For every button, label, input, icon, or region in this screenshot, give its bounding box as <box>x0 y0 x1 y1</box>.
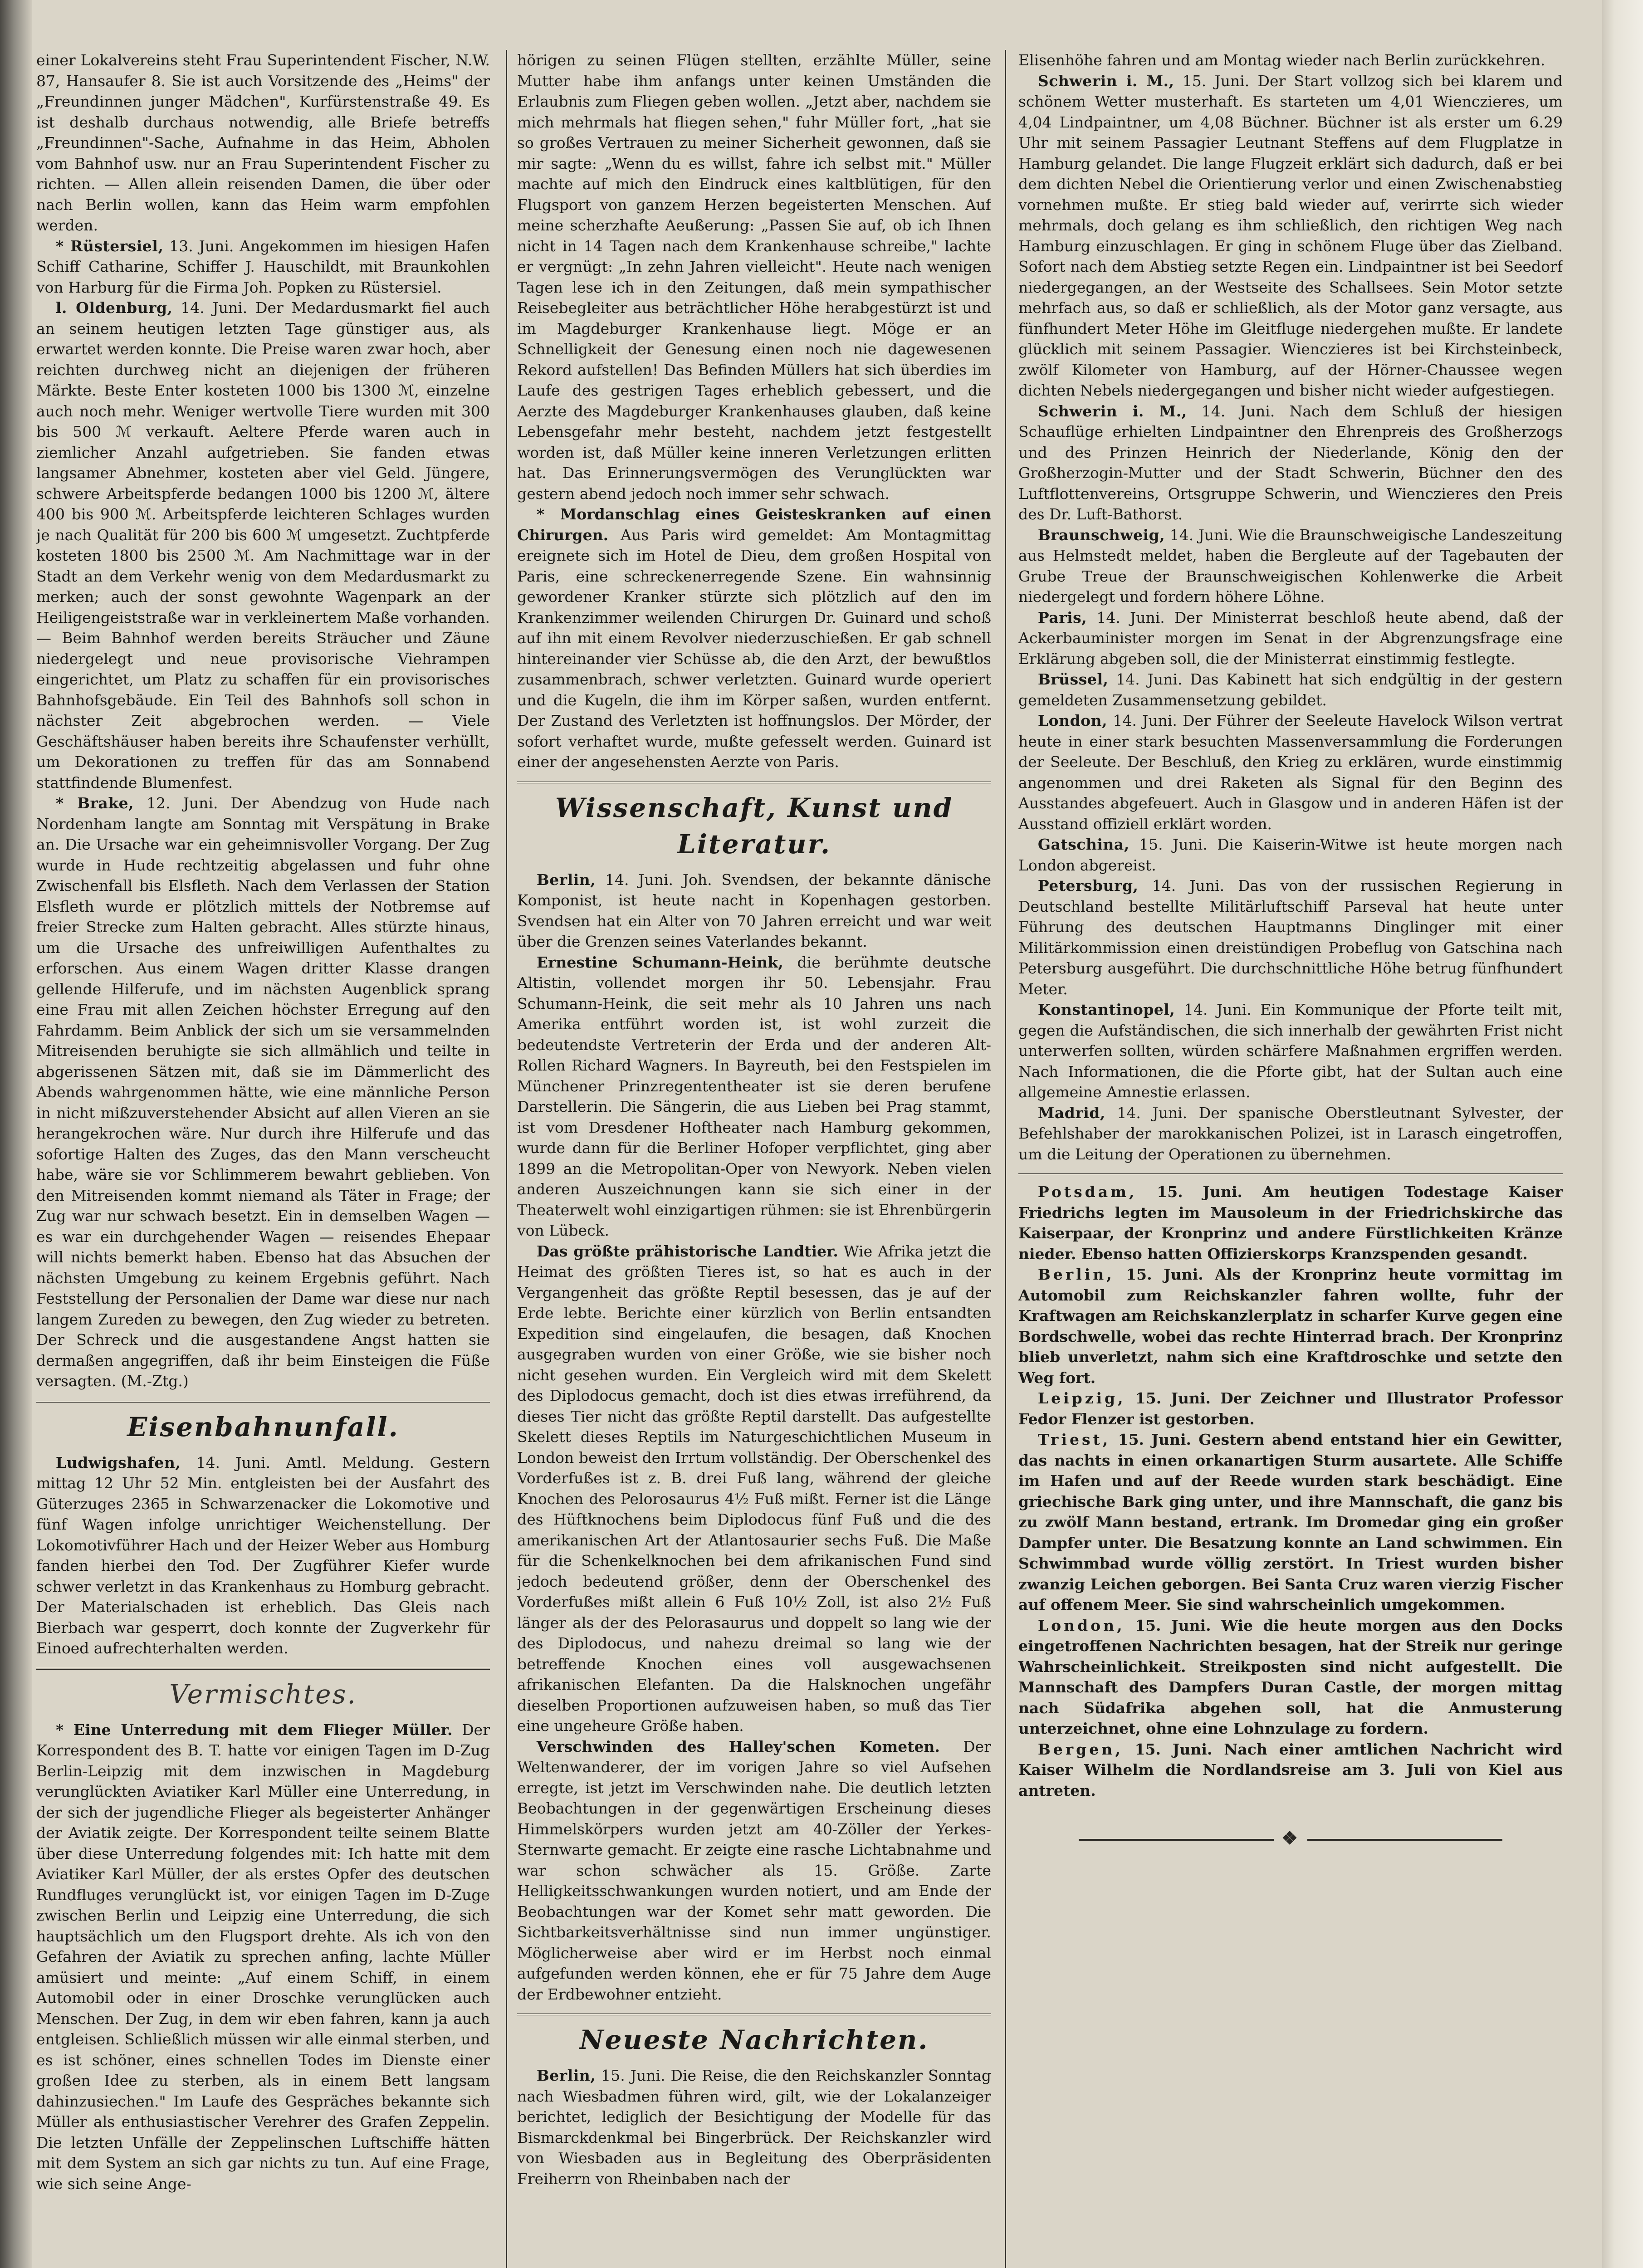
dateline: Berlin, <box>536 2067 596 2084</box>
item-headline: Ernestine Schumann-Heink, <box>536 953 783 971</box>
column-rule <box>1005 50 1006 2268</box>
item-headline: Verschwinden des Halley'schen Kometen. <box>536 1737 940 1755</box>
news-item: Berlin, 14. Juni. Joh. Svendsen, der bekannte dänische Komponist, ist heute nacht in Kopenhagen gestorben. Svendsen hat ein Alter von 70 Jahren erreicht und war weit über die Grenzen seines Vaterlandes bekannt. <box>517 870 991 950</box>
dateline: London, <box>1037 712 1108 729</box>
dateline: Gatschina, <box>1037 836 1130 853</box>
dateline: London, <box>1037 1616 1125 1634</box>
dateline: l. Oldenburg, <box>55 299 173 317</box>
dateline: Triest, <box>1037 1431 1111 1448</box>
news-item: Das größte prähistorische Landtier. Wie Afrika jetzt die Heimat des größten Tieres ist, so hat es auch in der Vergangenheit das größte Reptil besessen, das je auf der Erde lebte. Berichte einer kürzlich von Berlin entsandten Expedition sind eingelaufen, die besagen, daß Knochen ausgegraben wurden von einer Größe, wie sie bisher noch nicht gesehen wurden. Ein Vergleich wird mit dem Skelett des Diplodocus gemacht, doch ist dies etwas irreführend, da dieses Tier nicht das größte Reptil darstellt. Das aufgestellte Skelett dieses Reptils im Naturgeschichtlichen Museum in London beweist den Irrtum vollständig. Der Oberschenkel des Vorderfußes ist z. B. drei Fuß lang, während der gleiche Knochen des Pelorosaurus 4½ Fuß mißt. Ferner ist die Länge des Hüftknochens beim Diplodocus fünf Fuß und die des amerikanischen Art der Atlantosaurier sechs Fuß. Die Maße für die Schenkelknochen bei dem afrikanischen Fund sind jedoch bedeutend größer, denn der Oberschenkel des Vorderfußes mißt allein 6 Fuß 10½ Zoll, ist also 2½ Fuß länger als der des Pelorasaurus und doppelt so lang wie der des Diplodocus, und nahezu dreimal so lang wie der betreffende Knochen eines voll ausgewachsenen afrikanischen Elefanten. Da die Halsknochen ungefähr dieselben Proportionen aufzuweisen haben, so muß das Tier eine ungeheure Größe haben. <box>517 1242 991 1735</box>
column-right <box>1018 50 1563 2268</box>
dateline: Leipzig, <box>1037 1389 1126 1407</box>
newspaper-page <box>36 50 1588 2268</box>
dateline: Paris, <box>1037 608 1087 626</box>
news-item: Brüssel, 14. Juni. Das Kabinett hat sich endgültig in der gestern gemeldeten Zusammensetzung gebildet. <box>1018 670 1563 709</box>
news-item: * Eine Unterredung mit dem Flieger Müller. Der Korrespondent des B. T. hatte vor einigen Tagen im D-Zug Berlin-Leipzig mit dem inzwischen in Magdeburg verunglückten Aviatiker Karl Müller eine Unterredung, in der sich der jugendliche Flieger als begeisterter Anhänger der Aviatik zeigte. Der Korrespondent teilte seinem Blatte über diese Unterredung folgendes mit: Ich hatte mit dem Aviatiker Karl Müller, der als erstes Opfer des deutschen Rundfluges verunglückt ist, vor einigen Tagen im D-Zuge zwischen Berlin und Leipzig eine Unterredung, die sich hauptsächlich um den Flugsport drehte. Als ich von den Gefahren der Aviatik zu sprechen anfing, lachte Müller amüsiert und meinte: „Auf einem Schiff, in einem Automobil oder in einer Droschke verunglücken auch Menschen. Der Zug, in dem wir eben fahren, kann ja auch entgleisen. Schließlich müssen wir alle einmal sterben, und es ist schöner, eines schnellen Todes im Dienste einer großen Idee zu sterben, als in einem Bett langsam dahinzusiechen." Im Laufe des Gespräches bekannte sich Müller als enthusiastischer Verehrer des Grafen Zeppelin. Die letzten Unfälle der Zeppelinschen Luftschiffe hätten mit dem System an sich gar nichts zu tun. Auf eine Frage, wie sich seine Ange- <box>36 1721 490 2193</box>
dateline: Madrid, <box>1037 1104 1105 1122</box>
latest-news-item: Leipzig, 15. Juni. Der Zeichner und Illustrator Professor Fedor Flenzer ist gestorben. <box>1018 1389 1563 1428</box>
section-divider <box>517 2014 991 2015</box>
section-title-neueste-nachrichten: Neueste Nachrichten. <box>579 2024 929 2055</box>
news-item: Schwerin i. M., 15. Juni. Der Start vollzog sich bei klarem und schönem Wetter musterhaft. Es starteten um 4,01 Wienczieres, um 4,04 Lindpaintner, um 4,08 Büchner. Büchner ist als erster um 6.29 Uhr mit seinem Passagier Leutnant Steffens auf dem Flugplatze in Hamburg gelandet. Die lange Flugzeit erklärt sich dadurch, daß er bei dem dichten Nebel die Orientierung verlor und einen Zwischenabstieg vornehmen mußte. Er stieg bald wieder auf, verirrte sich wieder mehrmals, doch gelang es ihm schließlich, den richtigen Weg nach Hamburg einzuschlagen. Er ging in schönem Fluge über das Zielband. Sofort nach dem Abstieg setzte Regen ein. Lindpaintner ist bei Seedorf niedergegangen, an der Westseite des Schallsees. Sein Motor setzte mehrfach aus, so daß er schließlich, als der Motor ganz versagte, aus fünfhundert Meter Höhe im Gleitfluge niedergehen mußte. Er landete glücklich mit seinem Passagier. Wienczieres ist bei Kirchsteinbeck, zwölf Kilometer von Hamburg, auf der Hörner-Chaussee wegen dichten Nebels niedergegangen und bisher nicht wieder aufgestiegen. <box>1018 72 1563 399</box>
section-title-wissenschaft: Wissenschaft, Kunst und Literatur. <box>555 792 954 860</box>
news-item: Schwerin i. M., 14. Juni. Nach dem Schluß der hiesigen Schauflüge erhielten Lindpaintner den Ehrenpreis des Großherzogs und des Prinzen Heinrich der Niederlande, König den der Großherzogin-Mutter und der Stadt Schwerin, Büchner den des Luftflottenvereins, Ortsgruppe Schwerin, und Wienczieres den Preis des Dr. Luft-Bathorst. <box>1018 402 1563 523</box>
latest-news-item: Bergen, 15. Juni. Nach einer amtlichen Nachricht wird Kaiser Wilhelm die Nordlandsreise am 3. Juli von Kiel aus antreten. <box>1018 1740 1563 1799</box>
ornament-icon: ❖ <box>1281 1828 1300 1849</box>
dateline: * Rüstersiel, <box>55 237 164 255</box>
section-divider <box>36 1668 490 1670</box>
column-left <box>36 50 490 2268</box>
page-edge <box>1602 0 1643 2268</box>
dateline: * Brake, <box>55 794 134 812</box>
section-title-vermischtes: Vermischtes. <box>169 1678 357 1710</box>
news-item: Verschwinden des Halley'schen Kometen. Der Weltenwanderer, der im vorigen Jahre so viel Aufsehen erregte, ist jetzt im Verschwinden nahe. Die deutlich letzten Beobachtungen in der gegenwärtigen Erscheinung dieses Himmelskörpers wurden jetzt am 40-Zöller der Yerkes-Sternwarte gemacht. Er zeigte eine rasche Lichtabnahme und war schon schwächer als 15. Größe. Zarte Helligkeitsschwankungen wurden notiert, und am Ende der Beobachtungen war der Komet sehr matt geworden. Die Sichtbarkeitsverhältnisse sind nun immer ungünstiger. Möglicherweise aber wird er im Herbst noch einmal aufgefunden werden können, ehe er für 75 Jahre dem Auge der Erdbewohner entzieht. <box>517 1737 991 2003</box>
news-item: Ludwigshafen, 14. Juni. Amtl. Meldung. Gestern mittag 12 Uhr 52 Min. entgleisten bei der Ausfahrt des Güterzuges 2365 in Schwarzenacker die Lokomotive und fünf Wagen infolge unrichtiger Weichenstellung. Der Lokomotivführer Hach und der Heizer Weber aus Homburg fanden hierbei den Tod. Der Zugführer Kiefer wurde schwer verletzt in das Krankenhaus zu Homburg gebracht. Der Materialschaden ist erheblich. Das Gleis nach Bierbach war gesperrt, doch konnte der Zugverkehr für Einoed aufrechterhalten werden. <box>36 1453 490 1657</box>
news-item: Gatschina, 15. Juni. Die Kaiserin-Witwe ist heute morgen nach London abgereist. <box>1018 836 1563 874</box>
latest-news-item: Berlin, 15. Juni. Als der Kronprinz heute vormittag im Automobil zum Reichskanzler fahren wollte, fuhr der Kraftwagen am Reichskanzlerplatz in scharfer Kurve gegen eine Bordschwelle, wobei das rechte Hinterrad brach. Der Kronprinz blieb unverletzt, nahm sich eine Kraftdroschke und setzte den Weg fort. <box>1018 1266 1563 1387</box>
article-paragraph: Elisenhöhe fahren und am Montag wieder nach Berlin zurückkehren. <box>1018 51 1545 69</box>
dateline: Berlin, <box>1037 1266 1115 1283</box>
dateline: Petersburg, <box>1037 877 1139 894</box>
item-headline: * Eine Unterredung mit dem Flieger Müller. <box>55 1721 453 1739</box>
news-item: Petersburg, 14. Juni. Das von der russischen Regierung in Deutschland bestellte Militärluftschiff Parseval hat heute unter Führung des deutschen Hauptmanns Dinglinger mit einer Militärkommission einen dreistündigen Probeflug von Gatschina nach Petersburg ausgeführt. Die durchschnittliche Höhe betrug fünfhundert Meter. <box>1018 877 1563 998</box>
news-item: l. Oldenburg, 14. Juni. Der Medardusmarkt fiel auch an seinem heutigen letzten Tage günstiger aus, als erwartet werden konnte. Die Preise waren zwar hoch, aber reichten durchweg nicht an diejenigen der früheren Märkte. Beste Enter kosteten 1000 bis 1300 ℳ, einzelne auch noch mehr. Weniger wertvolle Tiere wurden mit 300 bis 500 ℳ verkauft. Aeltere Pferde waren auch in ziemlicher Anzahl aufgetrieben. Sie fanden etwas langsamer Abnehmer, kosteten aber viel Geld. Jüngere, schwere Arbeitspferde bedangen 1000 bis 1200 ℳ, ältere 400 bis 900 ℳ. Arbeitspferde leichteren Schlages wurden je nach Qualität für 200 bis 600 ℳ umgesetzt. Zuchtpferde kosteten 1800 bis 2500 ℳ. Am Nachmittage war in der Stadt an dem Verkehr wenig von dem Medardusmarkt zu merken; auch der sonst gewohnte Wagenpark an der Heiligengeiststraße war in verkleinertem Maße vorhanden. — Beim Bahnhof werden bereits Sträucher und Zäune niedergelegt und neue provisorische Viehrampen eingerichtet, um Platz zu schaffen für ein provisorisches Bahnhofsgebäude. Ein Teil des Bahnhofs soll schon in nächster Zeit abgebrochen werden. — Viele Geschäftshäuser haben bereits ihre Schaufenster verhüllt, um Dekorationen zu treffen für das am Sonnabend stattfindende Blumenfest. <box>36 299 490 792</box>
latest-news-item: London, 15. Juni. Wie die heute morgen aus den Docks eingetroffenen Nachrichten besagen, hat der Streik nur geringe Wahrscheinlichkeit. Streikposten sind nicht aufgestellt. Die Mannschaft des Dampfers Duran Castle, der morgen mittag nach Südafrika abgehen soll, hat die Anmusterung unterzeichnet, ohne eine Lohnzulage zu fordern. <box>1018 1616 1563 1737</box>
dateline: Schwerin i. M., <box>1037 402 1187 420</box>
article-paragraph: hörigen zu seinen Flügen stellten, erzählte Müller, seine Mutter habe ihm anfangs unter keinen Umständen die Erlaubnis zum Fliegen geben wollen. „Jetzt aber, nachdem sie mich mehrmals hat fliegen sehen," fuhr Müller fort, „hat sie so großes Vertrauen zu meiner Sicherheit gewonnen, daß sie mir sagte: „Wenn du es willst, fahre ich selbst mit." Müller machte auf mich den Eindruck eines kaltblütigen, für den Flugsport von ganzem Herzen begeisterten Menschen. Auf meine scherzhafte Aeußerung: „Passen Sie auf, ob ich Ihnen nicht in 14 Tagen nach dem Krankenhause schreibe," lachte er vergnügt: „In zehn Jahren vielleicht". Heute nach wenigen Tagen lese ich in den Zeitungen, daß mein sympathischer Reisebegleiter aus beträchtlicher Höhe herabgestürzt ist und im Magdeburger Krankenhause liegt. Möge er an Schnelligkeit der Genesung einen noch nie dagewesenen Rekord aufstellen! Das Befinden Müllers hat sich überdies im Laufe des gestrigen Tages erheblich gebessert, und die Aerzte des Magdeburger Krankenhauses glauben, daß keine Lebensgefahr mehr besteht, nachdem jetzt festgestellt worden ist, daß Müller keine inneren Verletzungen erlitten hat. Das Erinnerungsvermögen des Verunglückten war gestern abend jedoch noch immer sehr schwach. <box>517 51 991 503</box>
dateline: Schwerin i. M., <box>1037 72 1174 90</box>
news-item: Braunschweig, 14. Juni. Wie die Braunschweigische Landeszeitung aus Helmstedt meldet, haben die Bergleute auf der Tagebauten der Grube Treue der Braunschweigischen Kohlenwerke die Arbeit niedergelegt und fordern höhere Löhne. <box>1018 526 1563 606</box>
page-binding-shadow <box>0 0 32 2268</box>
latest-news-item: Triest, 15. Juni. Gestern abend entstand hier ein Gewitter, das nachts in einen orkanartigen Sturm ausartete. Alle Schiffe im Hafen und auf der Reede wurden stark beschädigt. Eine griechische Bark ging unter, und ihre Mannschaft, die ganz bis zu zwölf Mann bestand, ertrank. Im Dromedar ging ein großer Dampfer unter. Die Besatzung konnte an Land schwimmen. Ein Schwimmbad wurde völlig zerstört. In Triest wurden bisher zwanzig Leichen geborgen. Bei Santa Cruz waren vierzig Fischer auf offenem Meer. Sie sind wahrscheinlich umgekommen. <box>1018 1431 1563 1613</box>
end-ornament <box>1018 1828 1563 1849</box>
dateline: Brüssel, <box>1037 670 1109 688</box>
news-item: Berlin, 15. Juni. Die Reise, die den Reichskanzler Sonntag nach Wiesbadmen führen wird, gilt, wie der Lokalanzeiger berichtet, lediglich der Besichtigung der Modelle für das Bismarckdenkmal bei Bingerbrück. Der Reichskanzler wird von Wiesbaden aus in Begleitung des Oberpräsidenten Freiherrn von Rheinbaben nach der <box>517 2067 991 2188</box>
item-headline: Das größte prähistorische Landtier. <box>536 1242 838 1260</box>
news-item: Ernestine Schumann-Heink, die berühmte deutsche Altistin, vollendet morgen ihr 50. Lebensjahr. Frau Schumann-Heink, die seit mehr als 10 Jahren uns nach Amerika entführt worden ist, ist wohl zurzeit die bedeutendste Vertreterin der Erda und der anderen Alt-Rollen Richard Wagners. In Bayreuth, bei den Festspielen im Münchener Prinzregententheater ist sie deren berufene Darstellerin. Die Sängerin, die aus Lieben bei Prag stammt, ist vom Dresdener Hoftheater nach Hamburg gekommen, wurde dann für die Berliner Hofoper verpflichtet, ging aber 1899 an die Metropolitan-Oper von Newyork. Neben vielen anderen Auszeichnungen kann sie sich einer in der Theaterwelt wohl einzigartigen rühmen: sie ist Ehrenbürgerin von Lübeck. <box>517 953 991 1239</box>
dateline: Bergen, <box>1037 1740 1123 1758</box>
section-divider <box>36 1401 490 1403</box>
dateline: Braunschweig, <box>1037 526 1165 544</box>
news-item: Madrid, 14. Juni. Der spanische Oberstleutnant Sylvester, der Befehlshaber der marokkanischen Polizei, ist in Larasch eingetroffen, um die Leitung der Operationen zu übernehmen. <box>1018 1104 1563 1163</box>
latest-news-item: Potsdam, 15. Juni. Am heutigen Todestage Kaiser Friedrichs legten im Mausoleum in der Friedrichskirche das Kaiserpaar, der Kronprinz und andere Fürstlichkeiten Kränze nieder. Ebenso hatten Offizierskorps Kranzspenden gesandt. <box>1018 1183 1563 1263</box>
column-rule <box>506 50 507 2268</box>
news-item: * Rüstersiel, 13. Juni. Angekommen im hiesigen Hafen Schiff Catharine, Schiffer J. Hauschildt, mit Braunkohlen von Harburg für die Firma Joh. Popken zu Rüstersiel. <box>36 237 490 296</box>
column-middle <box>517 50 991 2268</box>
news-item: * Brake, 12. Juni. Der Abendzug von Hude nach Nordenham langte am Sonntag mit Verspätung in Brake an. Die Ursache war ein geheimnisvoller Vorgang. Der Zug wurde in Hude rechtzeitig abgelassen und fuhr ohne Zwischenfall bis Elsfleth. Nach dem Verlassen der Station Elsfleth wurde er plötzlich mittels der Notbremse auf freier Strecke zum Halten gebracht. Alles stürzte hinaus, um die Ursache des unfreiwilligen Aufenthaltes zu erforschen. Aus einem Wagen dritter Klasse drangen gellende Hilferufe, und im nächsten Augenblick sprang eine Frau mit allen Zeichen höchster Erregung auf den Fahrdamm. Beim Anblick der sich um sie versammelnden Mitreisenden beruhigte sie sich allmählich und teilte in abgerissenen Sätzen mit, daß sie im Dämmerlicht des Abends wahrgenommen hätte, wie eine männliche Person in nicht mißzuverstehender Absicht auf allen Vieren an sie herangekrochen wäre. Nur durch ihre Hilferufe und das sofortige Halten des Zuges, das den Mann verscheucht habe, wäre sie vor Schlimmerem bewahrt geblieben. Von den Mitreisenden kommt niemand als Täter in Frage; der Zug war nur schwach besetzt. Ein in demselben Wagen — es war ein durchgehender Wagen — reisendes Ehepaar will nichts bemerkt haben. Ebenso hat das Absuchen der nächsten Umgebung zu keinem Ergebnis geführt. Nach Feststellung der Personalien der Dame war diese nur nach langem Zureden zu bewegen, den Zug wieder zu betreten. Der Schreck und die ausgestandene Angst hatten sie dermaßen angegriffen, daß ihr beim Einsteigen die Füße versagten. (M.-Ztg.) <box>36 794 490 1390</box>
news-item: Paris, 14. Juni. Der Ministerrat beschloß heute abend, daß der Ackerbauminister morgen im Senat in der Abgrenzungsfrage eine Erklärung abgeben soll, die der Ministerrat einstimmig festlegte. <box>1018 608 1563 668</box>
section-title-eisenbahnunfall: Eisenbahnunfall. <box>127 1411 399 1442</box>
section-divider <box>1018 1173 1563 1175</box>
dateline: Konstantinopel, <box>1037 1001 1175 1018</box>
section-divider <box>517 782 991 783</box>
dateline: Berlin, <box>536 870 596 889</box>
dateline: Ludwigshafen, <box>55 1453 181 1471</box>
news-item: * Mordanschlag eines Geisteskranken auf einen Chirurgen. Aus Paris wird gemeldet: Am Montagmittag ereignete sich im Hotel de Dieu, dem großen Hospital von Paris, eine schreckenerregende Szene. Ein wahnsinnig gewordener Kranker stürzte sich plötzlich auf den im Krankenzimmer weilenden Chirurgen Dr. Guinard und schoß auf ihn mit einem Revolver niederzuschießen. Er gab schnell hintereinander vier Schüsse ab, die den Arzt, der bewußtlos zusammenbrach, schwer verletzten. Guinard wurde operiert und die Kugeln, die ihm im Körper saßen, wurden entfernt. Der Zustand des Verletzten ist hoffnungslos. Der Mörder, der sofort verhaftet wurde, mußte gefesselt werden. Guinard ist einer der angesehensten Aerzte von Paris. <box>517 505 991 771</box>
dateline: Potsdam, <box>1037 1183 1137 1201</box>
news-item: London, 14. Juni. Der Führer der Seeleute Havelock Wilson vertrat heute in einer stark besuchten Massenversammlung die Forderungen der Seeleute. Der Beschluß, den Krieg zu erklären, wurde einstimmig angenommen und drei Raketen als Signal für den Beginn des Ausstandes abgefeuert. Auch in Glasgow und in anderen Häfen ist der Ausstand offiziell erklärt worden. <box>1018 712 1563 833</box>
item-headline: * Mordanschlag eines Geisteskranken auf einen Chirurgen. <box>517 505 991 544</box>
news-item: Konstantinopel, 14. Juni. Ein Kommunique der Pforte teilt mit, gegen die Aufständischen, die sich innerhalb der gewährten Frist nicht unterwerfen sollten, würden schärfere Maßnahmen ergriffen werden. Nach Informationen, die die Pforte gibt, hat der Sultan auch eine allgemeine Amnestie erlassen. <box>1018 1001 1563 1101</box>
article-paragraph: einer Lokalvereins steht Frau Superintendent Fischer, N.W. 87, Hansaufer 8. Sie ist auch Vorsitzende des „Heims" der „Freundinnen junger Mädchen", Kurfürstenstraße 49. Es ist deshalb durchaus notwendig, alle Briefe betreffs „Freundinnen"-Sache, Aufnahme in das Heim, Abholen vom Bahnhof usw. nur an Frau Superintendent Fischer zu richten. — Allen allein reisenden Damen, die über oder nach Berlin wollen, kann das Heim warm empfohlen werden. <box>36 51 490 234</box>
